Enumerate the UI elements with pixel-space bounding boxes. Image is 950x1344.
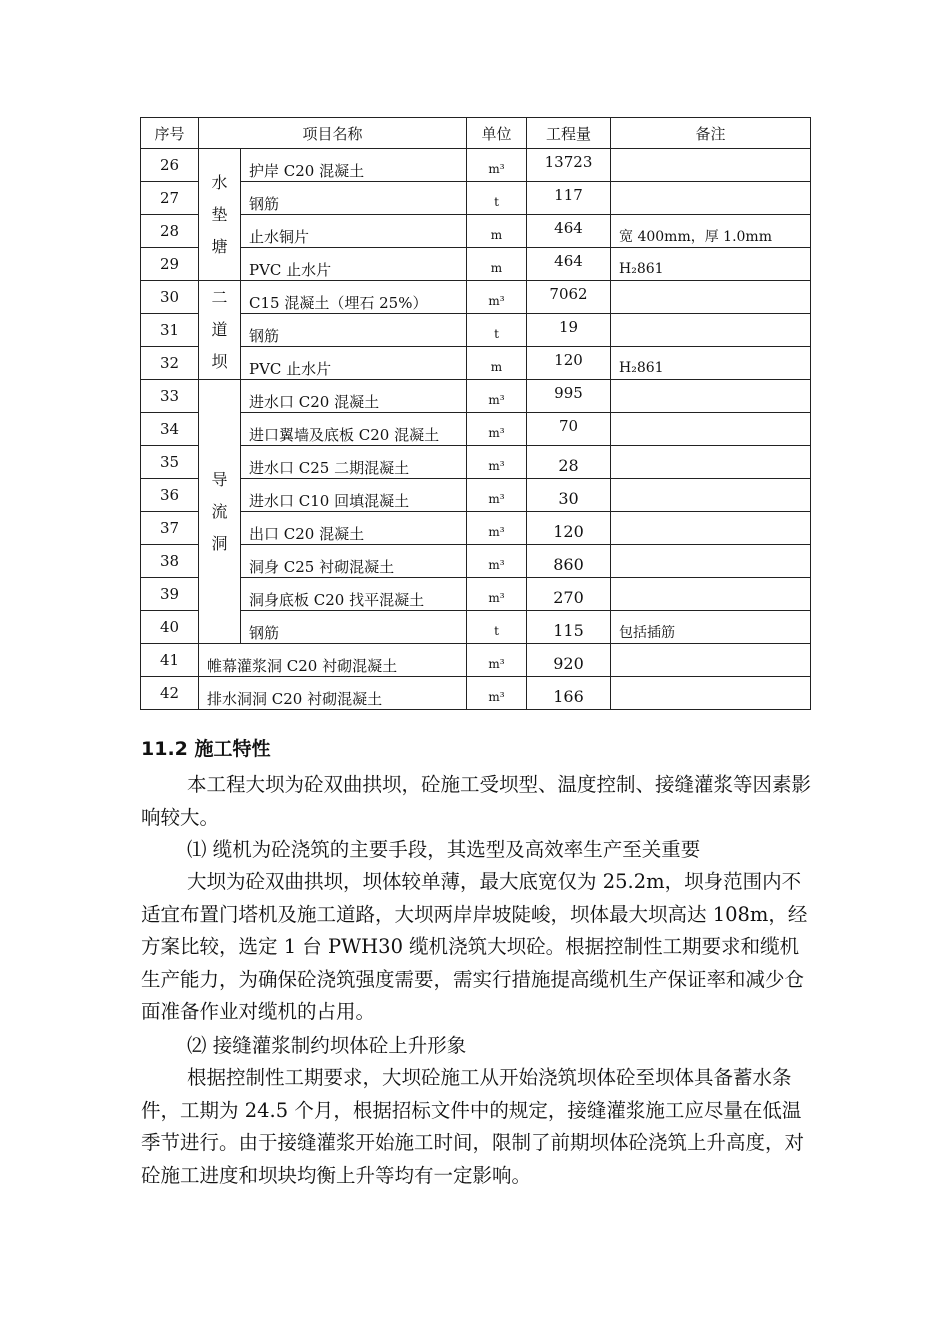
row-number: 40 bbox=[141, 611, 199, 644]
note bbox=[611, 545, 811, 578]
item-name: 出口 C20 混凝土 bbox=[241, 512, 467, 545]
row-number: 27 bbox=[141, 182, 199, 215]
item-name: 洞身底板 C20 找平混凝土 bbox=[241, 578, 467, 611]
unit: m³ bbox=[467, 149, 527, 182]
quantity: 7062 bbox=[527, 281, 611, 314]
table-row bbox=[141, 347, 811, 380]
table-row bbox=[141, 677, 811, 710]
item-name: 钢筋 bbox=[241, 182, 467, 215]
quantity: 166 bbox=[527, 677, 611, 710]
header-note: 备注 bbox=[611, 118, 811, 149]
item-name: 排水洞洞 C20 衬砌混凝土 bbox=[199, 677, 467, 710]
item-name: 进水口 C20 混凝土 bbox=[241, 380, 467, 413]
row-number: 34 bbox=[141, 413, 199, 446]
header-no: 序号 bbox=[141, 118, 199, 149]
group-label-char: 流 bbox=[211, 501, 228, 521]
quantity: 270 bbox=[527, 578, 611, 611]
note: H₂861 bbox=[611, 347, 811, 380]
item-name: 帷幕灌浆洞 C20 衬砌混凝土 bbox=[199, 644, 467, 677]
quantity: 120 bbox=[527, 512, 611, 545]
table-row bbox=[141, 644, 811, 677]
group-label-char: 二 bbox=[211, 288, 228, 307]
unit: m³ bbox=[467, 380, 527, 413]
note: H₂861 bbox=[611, 248, 811, 281]
table-row bbox=[141, 611, 811, 644]
quantity: 920 bbox=[527, 644, 611, 677]
item-name: 进口翼墙及底板 C20 混凝土 bbox=[241, 413, 467, 446]
group-label-char: 导 bbox=[211, 469, 228, 489]
quantity: 464 bbox=[527, 215, 611, 248]
paragraph-heading-1: ⑴ 缆机为砼浇筑的主要手段，其选型及高效率生产至关重要 bbox=[187, 838, 701, 861]
paragraph-intro: 本工程大坝为砼双曲拱坝，砼施工受坝型、温度控制、接缝灌浆等因素影响较大。 bbox=[141, 773, 812, 829]
unit: m³ bbox=[467, 413, 527, 446]
paragraph-grouting: 根据控制性工期要求，大坝砼施工从开始浇筑坝体砼至坝体具备蓄水条件，工期为 24.5 个月，根据招标文件中的规定，接缝灌浆施工应尽量在低温季节进行。由于接缝灌浆开始施工时间，限制了前期坝体砼浇筑上升高度，对砼施工进度和坝块均衡上升等均有一定影响。 bbox=[141, 1066, 805, 1187]
row-number: 29 bbox=[141, 248, 199, 281]
table-row bbox=[141, 479, 811, 512]
unit: m³ bbox=[467, 545, 527, 578]
quantity: 464 bbox=[527, 248, 611, 281]
group-label-char: 塘 bbox=[211, 236, 228, 256]
group-label-char: 洞 bbox=[211, 533, 228, 553]
note bbox=[611, 380, 811, 413]
row-number: 38 bbox=[141, 545, 199, 578]
item-name: 进水口 C25 二期混凝土 bbox=[241, 446, 467, 479]
table-row bbox=[141, 215, 811, 248]
row-number: 42 bbox=[141, 677, 199, 710]
quantity: 30 bbox=[527, 479, 611, 512]
row-number: 31 bbox=[141, 314, 199, 347]
group-label-char: 水 bbox=[211, 172, 228, 192]
note bbox=[611, 677, 811, 710]
table-row bbox=[141, 446, 811, 479]
item-name: PVC 止水片 bbox=[241, 248, 467, 281]
table-row bbox=[141, 512, 811, 545]
table-row bbox=[141, 281, 811, 314]
quantity: 115 bbox=[527, 611, 611, 644]
quantity: 120 bbox=[527, 347, 611, 380]
note bbox=[611, 314, 811, 347]
quantity: 19 bbox=[527, 314, 611, 347]
note bbox=[611, 446, 811, 479]
unit: m³ bbox=[467, 644, 527, 677]
note bbox=[611, 644, 811, 677]
row-number: 30 bbox=[141, 281, 199, 314]
unit: m³ bbox=[467, 512, 527, 545]
item-name: 钢筋 bbox=[241, 611, 467, 644]
quantity: 28 bbox=[527, 446, 611, 479]
row-number: 28 bbox=[141, 215, 199, 248]
quantity: 860 bbox=[527, 545, 611, 578]
note bbox=[611, 413, 811, 446]
row-number: 33 bbox=[141, 380, 199, 413]
table-row bbox=[141, 248, 811, 281]
row-number: 32 bbox=[141, 347, 199, 380]
unit: m³ bbox=[467, 479, 527, 512]
item-name: 护岸 C20 混凝土 bbox=[241, 149, 467, 182]
unit: t bbox=[467, 611, 527, 644]
quantity-table bbox=[140, 117, 811, 710]
note bbox=[611, 578, 811, 611]
quantity: 117 bbox=[527, 182, 611, 215]
table-row bbox=[141, 545, 811, 578]
quantity: 13723 bbox=[527, 149, 611, 182]
item-name: 洞身 C25 衬砌混凝土 bbox=[241, 545, 467, 578]
note bbox=[611, 512, 811, 545]
group-label bbox=[199, 380, 241, 644]
unit: m³ bbox=[467, 578, 527, 611]
table-row bbox=[141, 314, 811, 347]
note bbox=[611, 479, 811, 512]
table-row bbox=[141, 149, 811, 182]
header-quantity: 工程量 bbox=[527, 118, 611, 149]
header-item-name: 项目名称 bbox=[199, 118, 467, 149]
item-name: C15 混凝土（埋石 25%） bbox=[241, 281, 467, 314]
header-unit: 单位 bbox=[467, 118, 527, 149]
note: 包括插筋 bbox=[611, 611, 811, 644]
note bbox=[611, 149, 811, 182]
note bbox=[611, 281, 811, 314]
unit: m bbox=[467, 215, 527, 248]
group-label bbox=[199, 281, 241, 380]
table-row bbox=[141, 578, 811, 611]
row-number: 41 bbox=[141, 644, 199, 677]
row-number: 35 bbox=[141, 446, 199, 479]
section-title: 11.2 施工特性 bbox=[141, 738, 271, 760]
paragraph-cable-crane: 大坝为砼双曲拱坝，坝体较单薄，最大底宽仅为 25.2m，坝身范围内不适宜布置门塔机及施工道路，大坝两岸岸坡陡峻，坝体最大坝高达 108m，经方案比较，选定 1 台 PWH30 缆机浇筑大坝砼。根据控制性工期要求和缆机生产能力，为确保砼浇筑强度需要，需实行措施提高缆机生产保证率和减少仓面准备作业对缆机的占用。 bbox=[141, 870, 808, 1023]
row-number: 39 bbox=[141, 578, 199, 611]
paragraph-heading-2: ⑵ 接缝灌浆制约坝体砼上升形象 bbox=[187, 1034, 467, 1057]
row-number: 26 bbox=[141, 149, 199, 182]
unit: m bbox=[467, 248, 527, 281]
item-name: 进水口 C10 回填混凝土 bbox=[241, 479, 467, 512]
table-row bbox=[141, 413, 811, 446]
item-name: PVC 止水片 bbox=[241, 347, 467, 380]
unit: t bbox=[467, 182, 527, 215]
quantity: 70 bbox=[527, 413, 611, 446]
note bbox=[611, 182, 811, 215]
item-name: 钢筋 bbox=[241, 314, 467, 347]
item-name: 止水铜片 bbox=[241, 215, 467, 248]
unit: m³ bbox=[467, 281, 527, 314]
unit: t bbox=[467, 314, 527, 347]
table-row bbox=[141, 182, 811, 215]
table-row bbox=[141, 380, 811, 413]
quantity: 995 bbox=[527, 380, 611, 413]
group-label bbox=[199, 149, 241, 281]
unit: m bbox=[467, 347, 527, 380]
row-number: 37 bbox=[141, 512, 199, 545]
table-header-row bbox=[141, 118, 811, 149]
group-label-char: 坝 bbox=[211, 352, 228, 371]
row-number: 36 bbox=[141, 479, 199, 512]
note: 宽 400mm，厚 1.0mm bbox=[611, 215, 811, 248]
unit: m³ bbox=[467, 677, 527, 710]
group-label-char: 垫 bbox=[211, 204, 228, 224]
unit: m³ bbox=[467, 446, 527, 479]
group-label-char: 道 bbox=[211, 320, 228, 339]
